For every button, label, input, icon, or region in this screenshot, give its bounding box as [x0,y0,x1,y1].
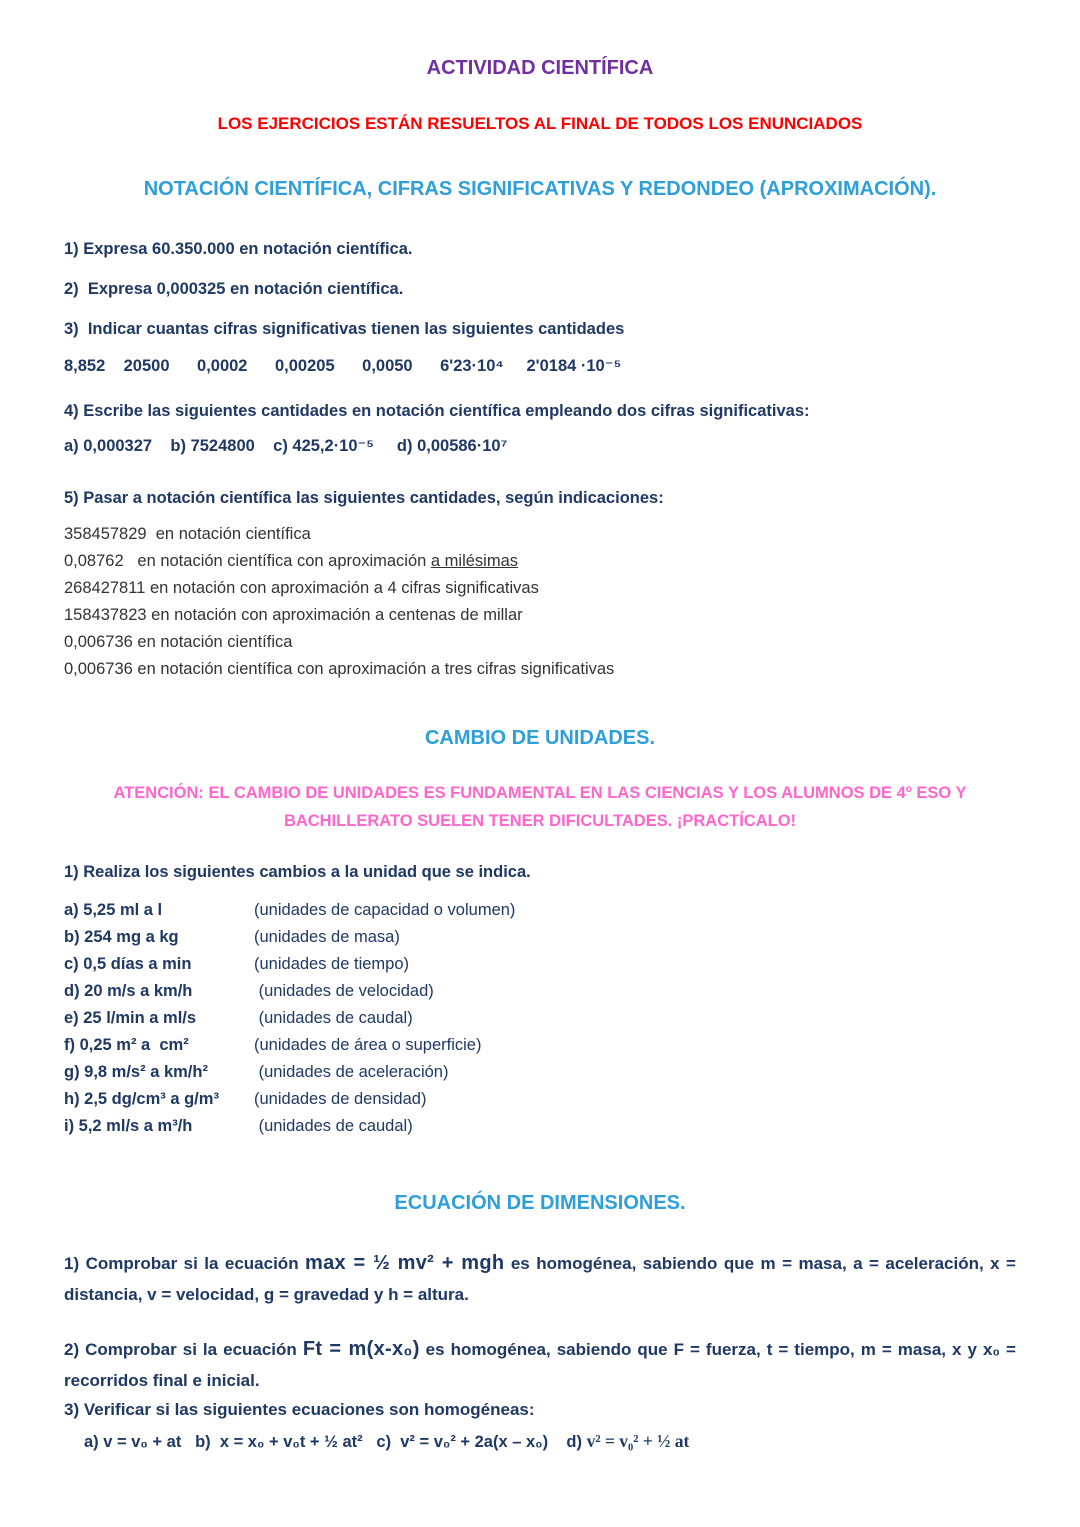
exercise-4: 4) Escribe las siguientes cantidades en notación científica empleando dos cifras significativas: [64,402,810,420]
conversion-item [64,1059,1016,1086]
equations-line [64,1429,1016,1454]
exercise-dim-2 [64,1334,1016,1396]
exercise-5-list [64,521,1016,683]
conversion-item [64,1113,1016,1140]
conversions-list [64,897,1016,1140]
equation-d-serif: v² = v₀² + ½ at [586,1431,690,1451]
conversion-note: (unidades de área o superficie) [254,1036,482,1054]
conversion-item [64,978,1016,1005]
conversion-value: a) 5,25 ml a l [64,901,163,919]
conversion-value: h) 2,5 dg/cm³ a g/m³ [64,1090,224,1108]
exercise-3: 3) Indicar cuantas cifras significativas tienen las siguientes cantidades [64,320,625,338]
underlined-text: a milésimas [430,552,519,570]
conversion-value: b) 254 mg a kg [64,928,179,946]
exercise-5-line [64,548,1016,575]
exercise-dim-3: 3) Verificar si las siguientes ecuaciones son homogéneas: [64,1400,535,1419]
section-dimensiones [64,1190,1016,1454]
conversion-note: (unidades de caudal) [254,1009,413,1027]
page-title: ACTIVIDAD CIENTÍFICA [426,57,654,79]
conversion-item [64,1086,1016,1113]
conversion-note: (unidades de caudal) [254,1117,413,1135]
exercise-5-line: 0,006736 en notación científica [64,633,293,651]
exercise-dim-1 [64,1248,1016,1310]
formula-ft: Ft = m(x-x₀) [302,1338,420,1360]
conversion-value: i) 5,2 ml/s a m³/h [64,1117,193,1135]
conversion-note: (unidades de capacidad o volumen) [254,901,516,919]
conversion-note: (unidades de densidad) [254,1090,427,1108]
results-note: LOS EJERCICIOS ESTÁN RESUELTOS AL FINAL DE TODOS LOS ENUNCIADOS [217,114,863,133]
conversion-note: (unidades de tiempo) [254,955,410,973]
conversion-item [64,1005,1016,1032]
exercise-2: 2) Expresa 0,000325 en notación científica. [64,280,404,298]
exercise-5-line: 358457829 en notación científica [64,525,311,543]
conversion-item [64,924,1016,951]
attention-note: ATENCIÓN: EL CAMBIO DE UNIDADES ES FUNDAMENTAL EN LAS CIENCIAS Y LOS ALUMNOS DE 4º ESO Y BACHILLERATO SUELEN TENER DIFICULTADES. ¡PRACTÍCALO! [113,784,967,830]
conversion-item [64,897,1016,924]
conversion-item [64,951,1016,978]
equations-main: a) v = v₀ + at b) x = x₀ + v₀t + ½ at² c) v² = v₀² + 2a(x – x₀) d) [84,1433,587,1451]
exercise-3-values: 8,852 20500 0,0002 0,00205 0,0050 6'23·10⁴ 2'0184 ·10⁻⁵ [64,357,622,375]
section-unidades [64,725,1016,1140]
conversion-value: d) 20 m/s a km/h [64,982,193,1000]
exercise-dim-2-text-post: es homogénea, sabiendo que F = fuerza, t = tiempo, m = masa, x y x₀ = recorridos final e inicial. [64,1340,1016,1390]
conversion-item [64,1032,1016,1059]
exercise-5-line: 158437823 en notación con aproximación a centenas de millar [64,606,523,624]
section-notacion [64,176,1016,683]
exercise-1: 1) Expresa 60.350.000 en notación científica. [64,240,413,258]
exercise-5-line: 0,006736 en notación científica con aproximación a tres cifras significativas [64,660,615,678]
exercise-5-line: 268427811 en notación con aproximación a 4 cifras significativas [64,579,539,597]
exercise-unidades-1: 1) Realiza los siguientes cambios a la unidad que se indica. [64,863,531,881]
conversion-value: g) 9,8 m/s² a km/h² [64,1063,208,1081]
conversion-note: (unidades de masa) [254,928,400,946]
exercise-dim-2-text: 2) Comprobar si la ecuación [64,1340,303,1359]
exercise-dim-1-text: 1) Comprobar si la ecuación [64,1254,306,1273]
formula-max: max = ½ mv² + mgh [305,1252,505,1274]
conversion-note: (unidades de velocidad) [254,982,434,1000]
heading-notacion: NOTACIÓN CIENTÍFICA, CIFRAS SIGNIFICATIVAS Y REDONDEO (APROXIMACIÓN). [143,178,937,200]
heading-unidades: CAMBIO DE UNIDADES. [424,727,655,749]
conversion-note: (unidades de aceleración) [254,1063,449,1081]
exercise-5: 5) Pasar a notación científica las siguientes cantidades, según indicaciones: [64,489,664,507]
conversion-value: c) 0,5 días a min [64,955,192,973]
exercise-5-line-text: 0,08762 en notación científica con aproximación [64,552,431,570]
conversion-value: e) 25 l/min a ml/s [64,1009,197,1027]
exercise-4-values: a) 0,000327 b) 7524800 c) 425,2·10⁻⁵ d) 0,00586·10⁷ [64,437,508,455]
conversion-value: f) 0,25 m² a cm² [64,1036,189,1054]
heading-dimensiones: ECUACIÓN DE DIMENSIONES. [394,1192,686,1214]
exercise-dim-1-text-post: es homogénea, sabiendo que m = masa, a = aceleración, x = distancia, v = velocidad, g = gravedad y h = altura. [64,1254,1016,1304]
